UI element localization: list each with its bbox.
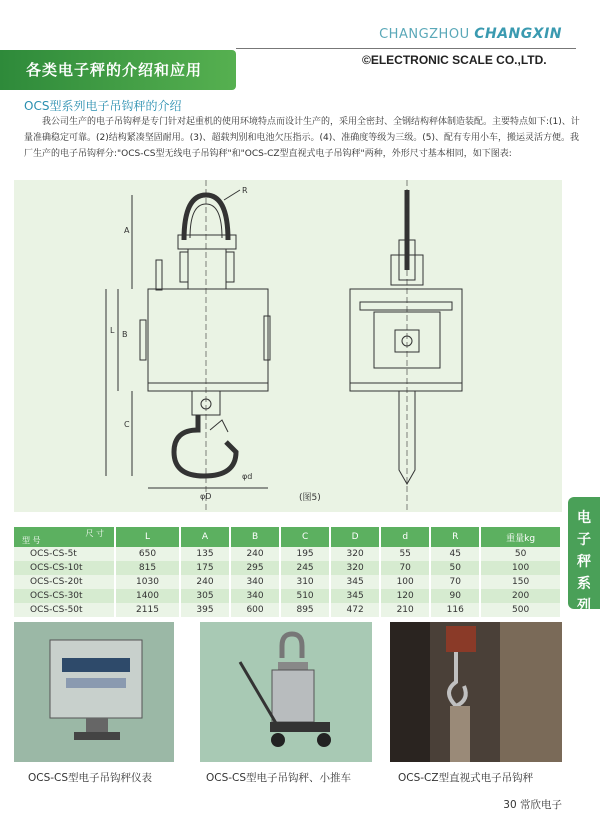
table-row [14, 575, 561, 589]
value-cell: 45 [430, 547, 480, 561]
value-cell: 815 [115, 561, 180, 575]
value-cell: 650 [115, 547, 180, 561]
header-corner [14, 527, 115, 547]
col-header: d [380, 527, 430, 547]
value-cell: 1400 [115, 589, 180, 603]
header-size-label: 尺 寸 [85, 529, 104, 538]
table-header-row [14, 527, 561, 547]
label-a: A [124, 226, 130, 235]
article-title: OCS型系列电子吊钩秤的介绍 [24, 99, 182, 113]
article-intro: 我公司生产的电子吊钩秤是专门针对起重机的使用环境特点而设计生产的，采用全密封、全钢结构秤体制造装配。主要特点如下:(1)、计量准确稳定可靠。(2)结构紧凑坚固耐用。(3)、超载判别和电池欠压指示。(4)、准确度等级为三级。(5)、配有专用小车，搬运灵活方便。我厂生产的电子吊钩秤分:"OCS-CS型无线电子吊钩秤"和"OCS-CZ型直视式电子吊钩秤"两种，外形尺寸基本相同，如下图表: [24, 117, 580, 159]
value-cell: 320 [330, 561, 380, 575]
value-cell: 472 [330, 603, 380, 617]
value-cell: 295 [230, 561, 280, 575]
technical-diagram [14, 180, 562, 512]
label-d: φD [200, 492, 212, 501]
value-cell: 195 [280, 547, 330, 561]
table-row [14, 561, 561, 575]
value-cell: 2115 [115, 603, 180, 617]
label-l: L [110, 326, 115, 335]
value-cell: 55 [380, 547, 430, 561]
value-cell: 600 [230, 603, 280, 617]
value-cell: 510 [280, 589, 330, 603]
value-cell: 70 [430, 575, 480, 589]
value-cell: 135 [180, 547, 230, 561]
label-r: R [242, 186, 248, 195]
value-cell: 50 [480, 547, 561, 561]
value-cell: 345 [330, 575, 380, 589]
photo-caption: OCS-CZ型直视式电子吊钩秤 [398, 772, 534, 784]
photo-indicator [14, 622, 174, 762]
spec-table [14, 527, 562, 617]
photo-caption: OCS-CS型电子吊钩秤、小推车 [206, 772, 352, 784]
label-c: C [124, 420, 130, 429]
table-row [14, 589, 561, 603]
side-tab-text: 电子秤系列 [577, 510, 591, 614]
value-cell: 175 [180, 561, 230, 575]
value-cell: 100 [480, 561, 561, 575]
model-cell: OCS-CS-10t [14, 561, 115, 575]
model-cell: OCS-CS-50t [14, 603, 115, 617]
value-cell: 895 [280, 603, 330, 617]
col-header: C [280, 527, 330, 547]
brand-bold: CHANGXIN [474, 26, 562, 42]
model-cell: OCS-CS-5t [14, 547, 115, 561]
value-cell: 340 [230, 589, 280, 603]
value-cell: 500 [480, 603, 561, 617]
value-cell: 90 [430, 589, 480, 603]
page-number: 30 常欣电子 [503, 799, 562, 811]
value-cell: 340 [230, 575, 280, 589]
photo-caption: OCS-CS型电子吊钩秤仪表 [28, 772, 153, 784]
col-header: 重量kg [480, 527, 561, 547]
figure-caption: (图5) [299, 493, 321, 503]
brand-light: CHANGZHOU [379, 27, 470, 42]
value-cell: 50 [430, 561, 480, 575]
section-banner-text: 各类电子秤的介绍和应用 [26, 61, 203, 79]
value-cell: 305 [180, 589, 230, 603]
value-cell: 395 [180, 603, 230, 617]
section-banner [0, 50, 236, 90]
indicator-image [14, 622, 174, 762]
photo-cart [200, 622, 372, 762]
value-cell: 240 [230, 547, 280, 561]
value-cell: 1030 [115, 575, 180, 589]
model-cell: OCS-CS-20t [14, 575, 115, 589]
col-header: A [180, 527, 230, 547]
photo-direct-view [390, 622, 562, 762]
value-cell: 100 [380, 575, 430, 589]
value-cell: 240 [180, 575, 230, 589]
model-cell: OCS-CS-30t [14, 589, 115, 603]
value-cell: 245 [280, 561, 330, 575]
hook-scale-drawing [14, 180, 562, 512]
value-cell: 200 [480, 589, 561, 603]
value-cell: 320 [330, 547, 380, 561]
value-cell: 150 [480, 575, 561, 589]
col-header: D [330, 527, 380, 547]
value-cell: 345 [330, 589, 380, 603]
company-name: ©ELECTRONIC SCALE CO.,LTD. [362, 53, 547, 67]
value-cell: 70 [380, 561, 430, 575]
label-small-d: φd [242, 472, 253, 481]
col-header: L [115, 527, 180, 547]
header-rule [236, 48, 576, 49]
direct-view-image [390, 622, 562, 762]
label-b: B [122, 330, 128, 339]
table-row [14, 547, 561, 561]
header-model-label: 型 号 [22, 536, 41, 545]
value-cell: 116 [430, 603, 480, 617]
brand-header [379, 26, 562, 42]
col-header: B [230, 527, 280, 547]
cart-image [200, 622, 372, 762]
value-cell: 120 [380, 589, 430, 603]
table-row [14, 603, 561, 617]
value-cell: 310 [280, 575, 330, 589]
value-cell: 210 [380, 603, 430, 617]
col-header: R [430, 527, 480, 547]
side-category-tab [568, 497, 600, 614]
